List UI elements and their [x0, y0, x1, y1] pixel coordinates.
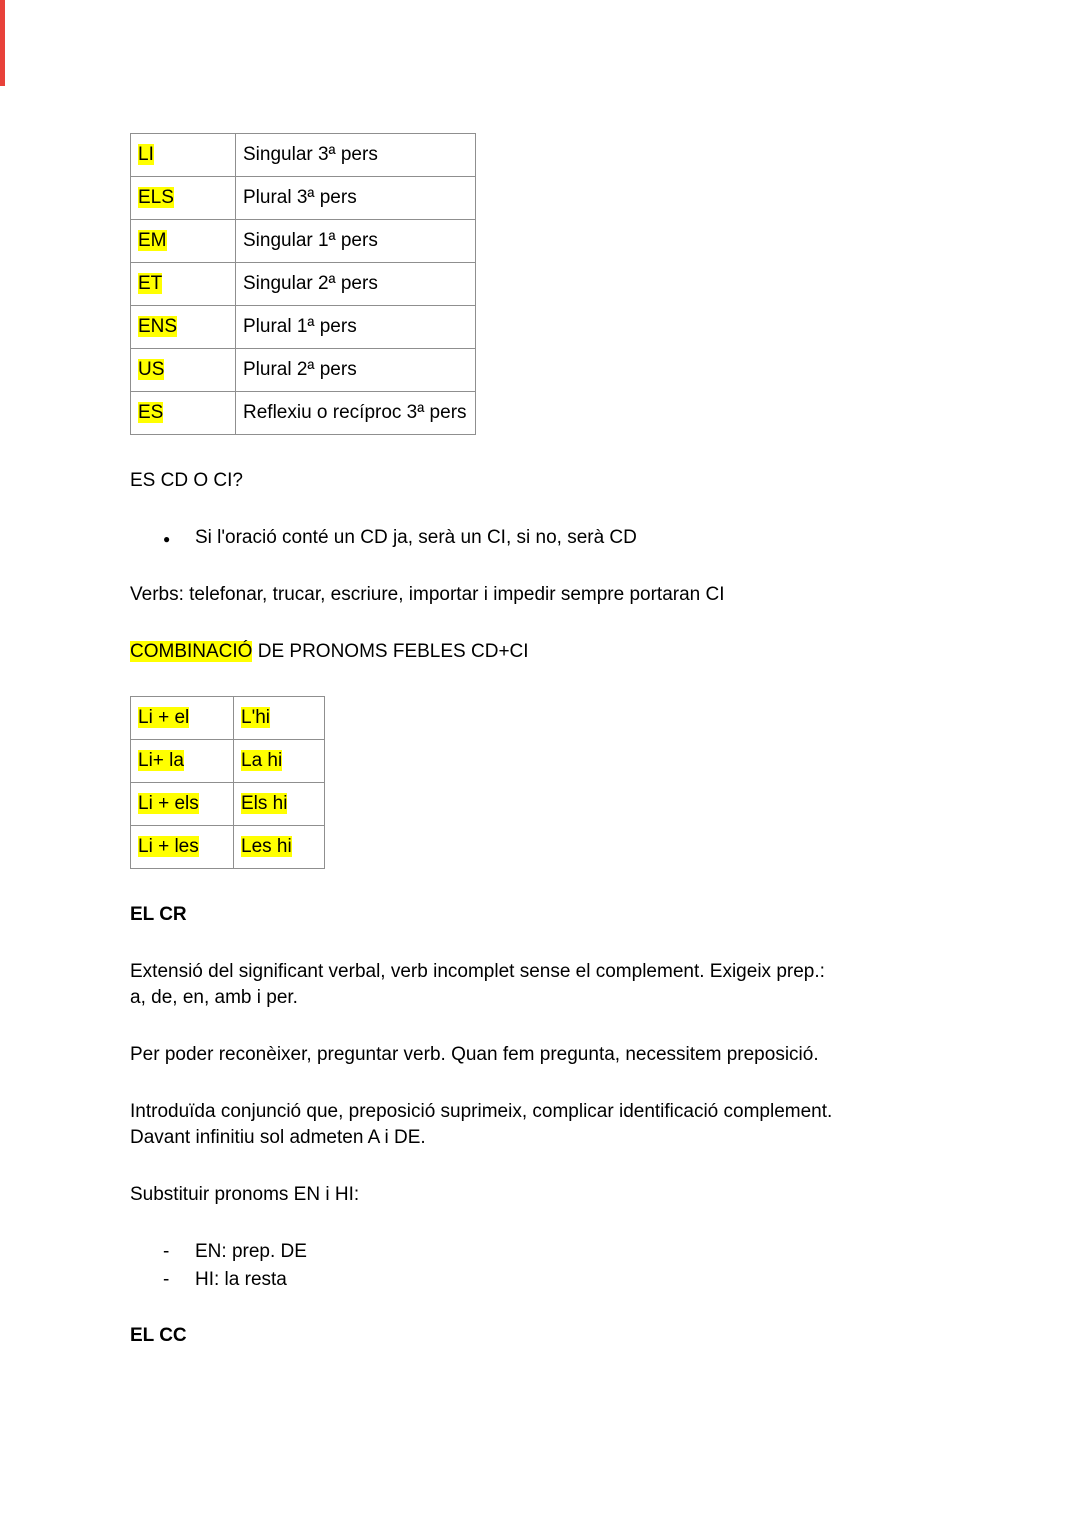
- table-row: [131, 177, 476, 220]
- dash-marker: -: [163, 1269, 170, 1290]
- list-item-text: HI: la resta: [195, 1269, 287, 1290]
- bullet-list-item: [130, 525, 950, 551]
- description-cell: Singular 3ª pers: [236, 134, 476, 177]
- description-cell: Singular 1ª pers: [236, 220, 476, 263]
- table-row: [131, 826, 325, 869]
- pronoun-cell: [131, 392, 236, 435]
- pronoun-cell: [131, 306, 236, 349]
- highlighted-pronoun: US: [138, 359, 165, 380]
- table-row: [131, 349, 476, 392]
- result-cell: [234, 740, 325, 783]
- bullet-item-text: Si l'oració conté un CD ja, serà un CI, si no, serà CD: [195, 527, 637, 548]
- paragraph-line: a, de, en, amb i per.: [130, 987, 298, 1008]
- pronoun-table: [130, 133, 476, 435]
- highlighted-result: La hi: [241, 750, 283, 771]
- pronoun-cell: [131, 263, 236, 306]
- highlighted-pronoun: ES: [138, 402, 164, 423]
- pronoun-cell: [131, 177, 236, 220]
- highlighted-pronoun: LI: [138, 144, 154, 165]
- highlighted-result: Els hi: [241, 793, 288, 814]
- highlighted-pronoun: EM: [138, 230, 167, 251]
- highlighted-result: Les hi: [241, 836, 292, 857]
- result-cell: [234, 697, 325, 740]
- highlighted-pronoun: ENS: [138, 316, 178, 337]
- combination-table: [130, 696, 325, 869]
- table-row: [131, 263, 476, 306]
- dash-marker: -: [163, 1241, 170, 1262]
- highlighted-combo: Li + les: [138, 836, 199, 857]
- table-row: [131, 697, 325, 740]
- table-row: [131, 392, 476, 435]
- description-cell: Plural 3ª pers: [236, 177, 476, 220]
- list-item: [130, 1239, 950, 1265]
- highlighted-word: COMBINACIÓ: [130, 641, 253, 662]
- highlighted-pronoun: ET: [138, 273, 163, 294]
- description-cell: Singular 2ª pers: [236, 263, 476, 306]
- section-heading-combinacio: [130, 639, 950, 665]
- table-row: [131, 783, 325, 826]
- combo-cell: [131, 826, 234, 869]
- list-item: [130, 1267, 950, 1293]
- table-row: [131, 220, 476, 263]
- table-row: [131, 134, 476, 177]
- cr-paragraph-2: Per poder reconèixer, preguntar verb. Quan fem pregunta, necessitem preposició.: [130, 1044, 819, 1065]
- description-cell: Reflexiu o recíproc 3ª pers: [236, 392, 476, 435]
- pronoun-cell: [131, 349, 236, 392]
- section-heading-el-cr: EL CR: [130, 904, 187, 925]
- cr-paragraph-4: Substituir pronoms EN i HI:: [130, 1184, 360, 1205]
- pronoun-cell: [131, 134, 236, 177]
- combo-cell: [131, 697, 234, 740]
- list-item-text: EN: prep. DE: [195, 1241, 307, 1262]
- paragraph-line: Introduïda conjunció que, preposició suprimeix, complicar identificació complement.: [130, 1101, 833, 1122]
- highlighted-result: L'hi: [241, 707, 270, 728]
- highlighted-combo: Li + el: [138, 707, 190, 728]
- heading-rest: DE PRONOMS FEBLES CD+CI: [252, 641, 529, 662]
- cr-paragraph-1: [130, 959, 950, 1011]
- table-row: [131, 740, 325, 783]
- section-heading-es-cd-o-ci: ES CD O CI?: [130, 470, 243, 491]
- paragraph-line: Davant infinitiu sol admeten A i DE.: [130, 1127, 426, 1148]
- pronoun-cell: [131, 220, 236, 263]
- highlighted-combo: Li + els: [138, 793, 199, 814]
- page-edge-marker: [0, 0, 5, 86]
- bullet-marker-icon: ●: [163, 532, 171, 546]
- result-cell: [234, 783, 325, 826]
- highlighted-combo: Li+ la: [138, 750, 184, 771]
- verbs-note: Verbs: telefonar, trucar, escriure, importar i impedir sempre portaran CI: [130, 584, 725, 605]
- table-row: [131, 306, 476, 349]
- cr-paragraph-3: [130, 1099, 950, 1151]
- result-cell: [234, 826, 325, 869]
- combo-cell: [131, 740, 234, 783]
- paragraph-line: Extensió del significant verbal, verb incomplet sense el complement. Exigeix prep.:: [130, 961, 825, 982]
- description-cell: Plural 1ª pers: [236, 306, 476, 349]
- section-heading-el-cc: EL CC: [130, 1325, 187, 1346]
- combo-cell: [131, 783, 234, 826]
- dash-list: [130, 1239, 950, 1293]
- highlighted-pronoun: ELS: [138, 187, 174, 208]
- description-cell: Plural 2ª pers: [236, 349, 476, 392]
